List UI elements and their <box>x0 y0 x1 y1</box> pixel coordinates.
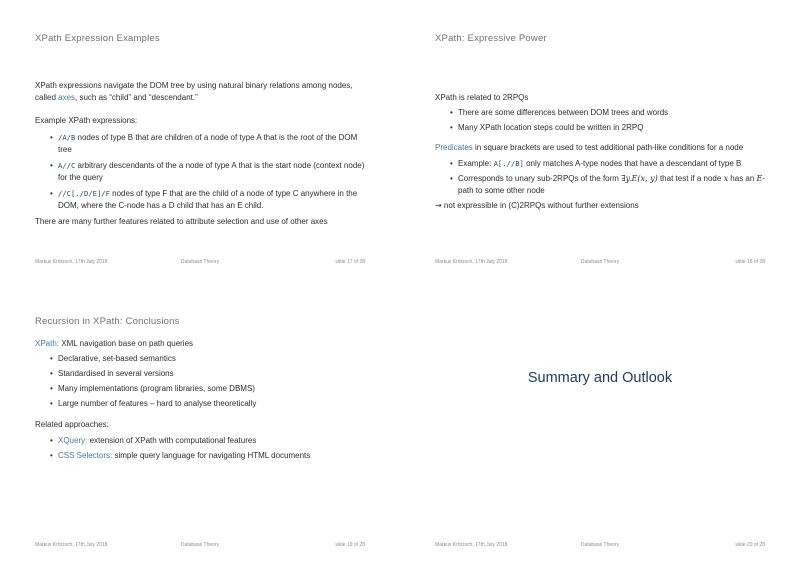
bullet-list <box>435 158 768 197</box>
slide-body <box>435 92 768 212</box>
footer-author: Markus Krötzsch, 17th July 2018 <box>35 259 108 265</box>
slide-18 <box>400 0 800 283</box>
item-text: only matches A-type nodes that have a descendant of type B <box>523 159 742 168</box>
item-text: Example: <box>458 159 494 168</box>
list-item: • Standardised in several versions <box>50 368 368 380</box>
slide-footer <box>35 542 365 550</box>
closing-note: There are many further features related to attribute selection and use of other axes <box>35 217 328 226</box>
slide-body <box>35 338 368 465</box>
paragraph-text: XML navigation base on path queries <box>59 339 194 348</box>
footer-slide-number: slide 17 of 28 <box>335 259 365 265</box>
slide-19 <box>0 283 400 566</box>
xquery-keyword: XQuery: <box>58 436 88 445</box>
bullet-list <box>35 353 368 410</box>
footer-author: Markus Krötzsch, 17th July 2018 <box>435 259 508 265</box>
list-item: • Many implementations (program libraries, some DBMS) <box>50 383 368 395</box>
footer-course: Database Theory <box>580 259 620 265</box>
xpath-keyword: XPath: <box>35 339 60 348</box>
slide-title: XPath Expression Examples <box>35 33 160 44</box>
example-list <box>35 132 368 212</box>
item-text: arbitrary descendants of the a node of type A that is the start node (context node) for the query <box>58 161 365 182</box>
xpath-code: A[.//B] <box>493 159 524 168</box>
math-variable: x <box>723 174 729 183</box>
paragraph: XPath is related to 2RPQs <box>435 93 529 102</box>
list-item <box>450 173 768 197</box>
xpath-code: //C[./D/E]/F <box>58 189 110 198</box>
slide-title: XPath: Expressive Power <box>435 33 547 44</box>
footer-course: Database Theory <box>580 542 620 548</box>
item-text: has an <box>728 174 757 183</box>
xpath-code: /A/B <box>58 133 76 142</box>
list-item <box>50 435 368 447</box>
xpath-code: A//C <box>58 161 76 170</box>
note-text: not expressible in (C)2RPQs without further extensions <box>441 201 639 210</box>
list-item: • Large number of features – hard to analyse theoretically <box>50 398 368 410</box>
paragraph <box>35 338 368 350</box>
item-text: simple query language for navigating HTML documents <box>112 451 311 460</box>
footer-author: Markus Krötzsch, 17th July 2018 <box>35 542 108 548</box>
slide-title: Recursion in XPath: Conclusions <box>35 316 180 327</box>
leadsto-arrow-icon: ⇝ <box>435 201 442 210</box>
leadsto-note <box>435 200 768 212</box>
list-item <box>50 160 368 184</box>
examples-label: Example XPath expressions: <box>35 116 138 125</box>
math-formula: ∃y.E(x, y) <box>621 174 658 183</box>
list-item: • There are some differences between DOM trees and words <box>450 107 768 119</box>
item-text: -path to some other node <box>458 174 766 195</box>
bullet-list <box>435 107 768 134</box>
list-item <box>450 158 768 170</box>
axes-keyword: axes <box>58 93 76 102</box>
item-text: nodes of type F that are the child of a node of type C anywhere in the DOM, where the C-node has a D child that has an E child. <box>58 189 358 210</box>
paragraph-text: in square brackets are used to test additional path-like conditions for a node <box>472 143 744 152</box>
footer-slide-number: slide 19 of 28 <box>335 542 365 548</box>
related-approaches-label: Related approaches: <box>35 420 109 429</box>
list-item: • Many XPath location steps could be written in 2RPQ <box>450 122 768 134</box>
list-item: • Declarative, set-based semantics <box>50 353 368 365</box>
list-item <box>50 132 368 156</box>
intro-text-2: , such as “child” and “descendant.” <box>75 93 198 102</box>
math-variable: E <box>756 174 763 183</box>
footer-course: Database Theory <box>180 542 220 548</box>
intro-text-1: XPath expressions navigate the DOM tree by using natural binary relations among nodes, called <box>35 81 353 102</box>
slide-footer <box>435 542 765 550</box>
list-item <box>50 450 368 462</box>
slide-20 <box>400 283 800 566</box>
slide-footer <box>35 259 365 267</box>
footer-slide-number: slide 20 of 28 <box>735 542 765 548</box>
footer-slide-number: slide 18 of 28 <box>735 259 765 265</box>
item-text: nodes of type B that are children of a node of type A that is the root of the DOM tree <box>58 133 358 154</box>
footer-course: Database Theory <box>180 259 220 265</box>
bullet-list <box>35 435 368 462</box>
slide-17 <box>0 0 400 283</box>
slide-footer <box>435 259 765 267</box>
predicates-keyword: Predicates <box>435 143 473 152</box>
item-text: extension of XPath with computational features <box>87 436 257 445</box>
slide-body <box>35 80 368 228</box>
paragraph <box>435 142 768 154</box>
intro-paragraph <box>35 80 368 104</box>
item-text: that test if a node <box>657 174 724 183</box>
footer-author: Markus Krötzsch, 17th July 2018 <box>435 542 508 548</box>
css-selectors-keyword: CSS Selectors: <box>58 451 113 460</box>
item-text: Corresponds to unary sub-2RPQs of the form <box>458 174 622 183</box>
section-title: Summary and Outlook <box>527 370 673 386</box>
list-item <box>50 188 368 212</box>
